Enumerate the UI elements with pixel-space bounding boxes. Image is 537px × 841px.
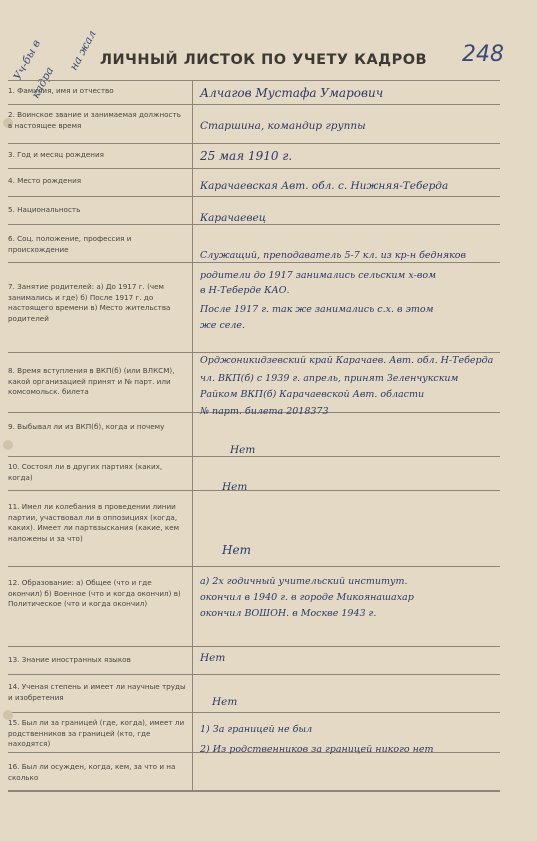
- column-divider: [192, 80, 193, 790]
- field-answer-birth-place: Карачаевская Авт. обл. с. Нижняя-Теберда: [200, 180, 449, 192]
- field-label-education: 12. Образование: а) Общее (что и где окончил) б) Военное (что и когда окончил) в) Политическое (что и когда окончил): [8, 578, 181, 609]
- row-line: [8, 456, 500, 457]
- row-line: [8, 80, 500, 81]
- field-answer-education-line-2: окончил в 1940 г. в городе Микоянашахар: [200, 592, 414, 603]
- row-line: [8, 143, 500, 144]
- row-line: [8, 168, 500, 169]
- corner-note-line-2: кадра: [28, 64, 57, 101]
- field-label-left-party: 9. Выбывал ли из ВКП(б), когда и почему: [8, 422, 165, 431]
- field-answer-party-line-4: № парт. билета 2018373: [200, 406, 329, 417]
- row-line: [8, 674, 500, 675]
- field-answer-nationality: Карачаевец: [200, 212, 267, 224]
- field-answer-party-line-1: Орджоникидзевский край Карачаев. Авт. обл. Н-Теберда: [200, 355, 494, 366]
- field-answer-abroad-line-1: 1) За границей не был: [200, 724, 313, 735]
- field-label-languages: 13. Знание иностранных языков: [8, 655, 131, 664]
- field-label-birth-place: 4. Место рождения: [8, 176, 82, 185]
- field-label-rank: 2. Воинское звание и занимаемая должность в настоящее время: [8, 110, 181, 130]
- row-line: [8, 646, 500, 647]
- field-answer-academic-degree: Нет: [212, 696, 238, 708]
- field-answer-social-status: Служащий, преподаватель 5-7 кл. из кр-н бедняков: [200, 250, 467, 261]
- corner-note-line-1: Уч-бы в: [10, 37, 44, 83]
- row-line: [8, 712, 500, 713]
- field-answer-parents-line-1: родители до 1917 занимались сельским х-вом: [200, 270, 437, 281]
- row-line: [8, 262, 500, 263]
- field-answer-party-line-2: чл. ВКП(б) с 1939 г. апрель, принят Зеленчукским: [200, 373, 459, 384]
- field-label-abroad: 15. Был ли за границей (где, когда), имеет ли родственников за границей (кто, где находятся): [8, 718, 185, 749]
- field-answer-birth-date: 25 мая 1910 г.: [200, 149, 293, 163]
- field-label-convictions: 16. Был ли осужден, когда, кем, за что и на сколько: [8, 762, 176, 782]
- field-answer-other-parties: Нет: [222, 481, 248, 493]
- field-label-name: 1. Фамилия, имя и отчество: [8, 86, 114, 95]
- field-answer-party-deviations: Нет: [222, 543, 251, 557]
- row-line: [8, 196, 500, 197]
- field-label-nationality: 5. Национальность: [8, 205, 81, 214]
- punch-hole: [3, 440, 13, 450]
- sheet-number: 248: [462, 42, 504, 67]
- row-line: [8, 790, 500, 792]
- field-label-party-deviations: 11. Имел ли колебания в проведении линии партии, участвовал ли в оппозициях (когда, каких). Имеет ли партвзыскания (какие, кем наложены и за что): [8, 502, 180, 543]
- field-label-birth-date: 3. Год и месяц рождения: [8, 150, 104, 159]
- field-label-party-membership: 8. Время вступления в ВКП(б) (или ВЛКСМ), какой организацией принят и № парт. или комсомольск. билета: [8, 366, 175, 397]
- field-answer-parents-line-3: После 1917 г. так же занимались с.х. в этом: [200, 304, 434, 315]
- row-line: [8, 224, 500, 225]
- row-line: [8, 104, 500, 105]
- field-answer-rank: Старшина, командир группы: [200, 120, 366, 132]
- field-answer-languages: Нет: [200, 652, 226, 664]
- field-label-other-parties: 10. Состоял ли в других партиях (каких, когда): [8, 462, 163, 482]
- corner-note-line-3: на жал: [66, 28, 99, 73]
- field-label-parents: 7. Занятие родителей: а) До 1917 г. (чем занимались и где) б) После 1917 г. до настоящего времени в) Место жительства родителей: [8, 282, 171, 323]
- field-answer-party-line-3: Райком ВКП(б) Карачаевской Авт. области: [200, 389, 425, 400]
- field-answer-education-line-1: а) 2х годичный учительский институт.: [200, 576, 408, 587]
- row-line: [8, 352, 500, 353]
- field-answer-abroad-line-2: 2) Из родственников за границей никого нет: [200, 744, 434, 755]
- field-answer-name: Алчагов Мустафа Умарович: [200, 86, 384, 100]
- page-title: ЛИЧНЫЙ ЛИСТОК ПО УЧЕТУ КАДРОВ: [100, 52, 428, 68]
- field-answer-left-party: Нет: [230, 444, 256, 456]
- field-answer-education-line-3: окончил ВОШОН. в Москве 1943 г.: [200, 608, 377, 619]
- field-label-academic-degree: 14. Ученая степень и имеет ли научные труды и изобретения: [8, 682, 186, 702]
- field-answer-parents-line-2: в Н-Теберде КАО.: [200, 285, 290, 296]
- field-label-social-status: 6. Соц. положение, профессия и происхождение: [8, 234, 132, 254]
- field-answer-parents-line-4: же селе.: [200, 320, 246, 331]
- row-line: [8, 566, 500, 567]
